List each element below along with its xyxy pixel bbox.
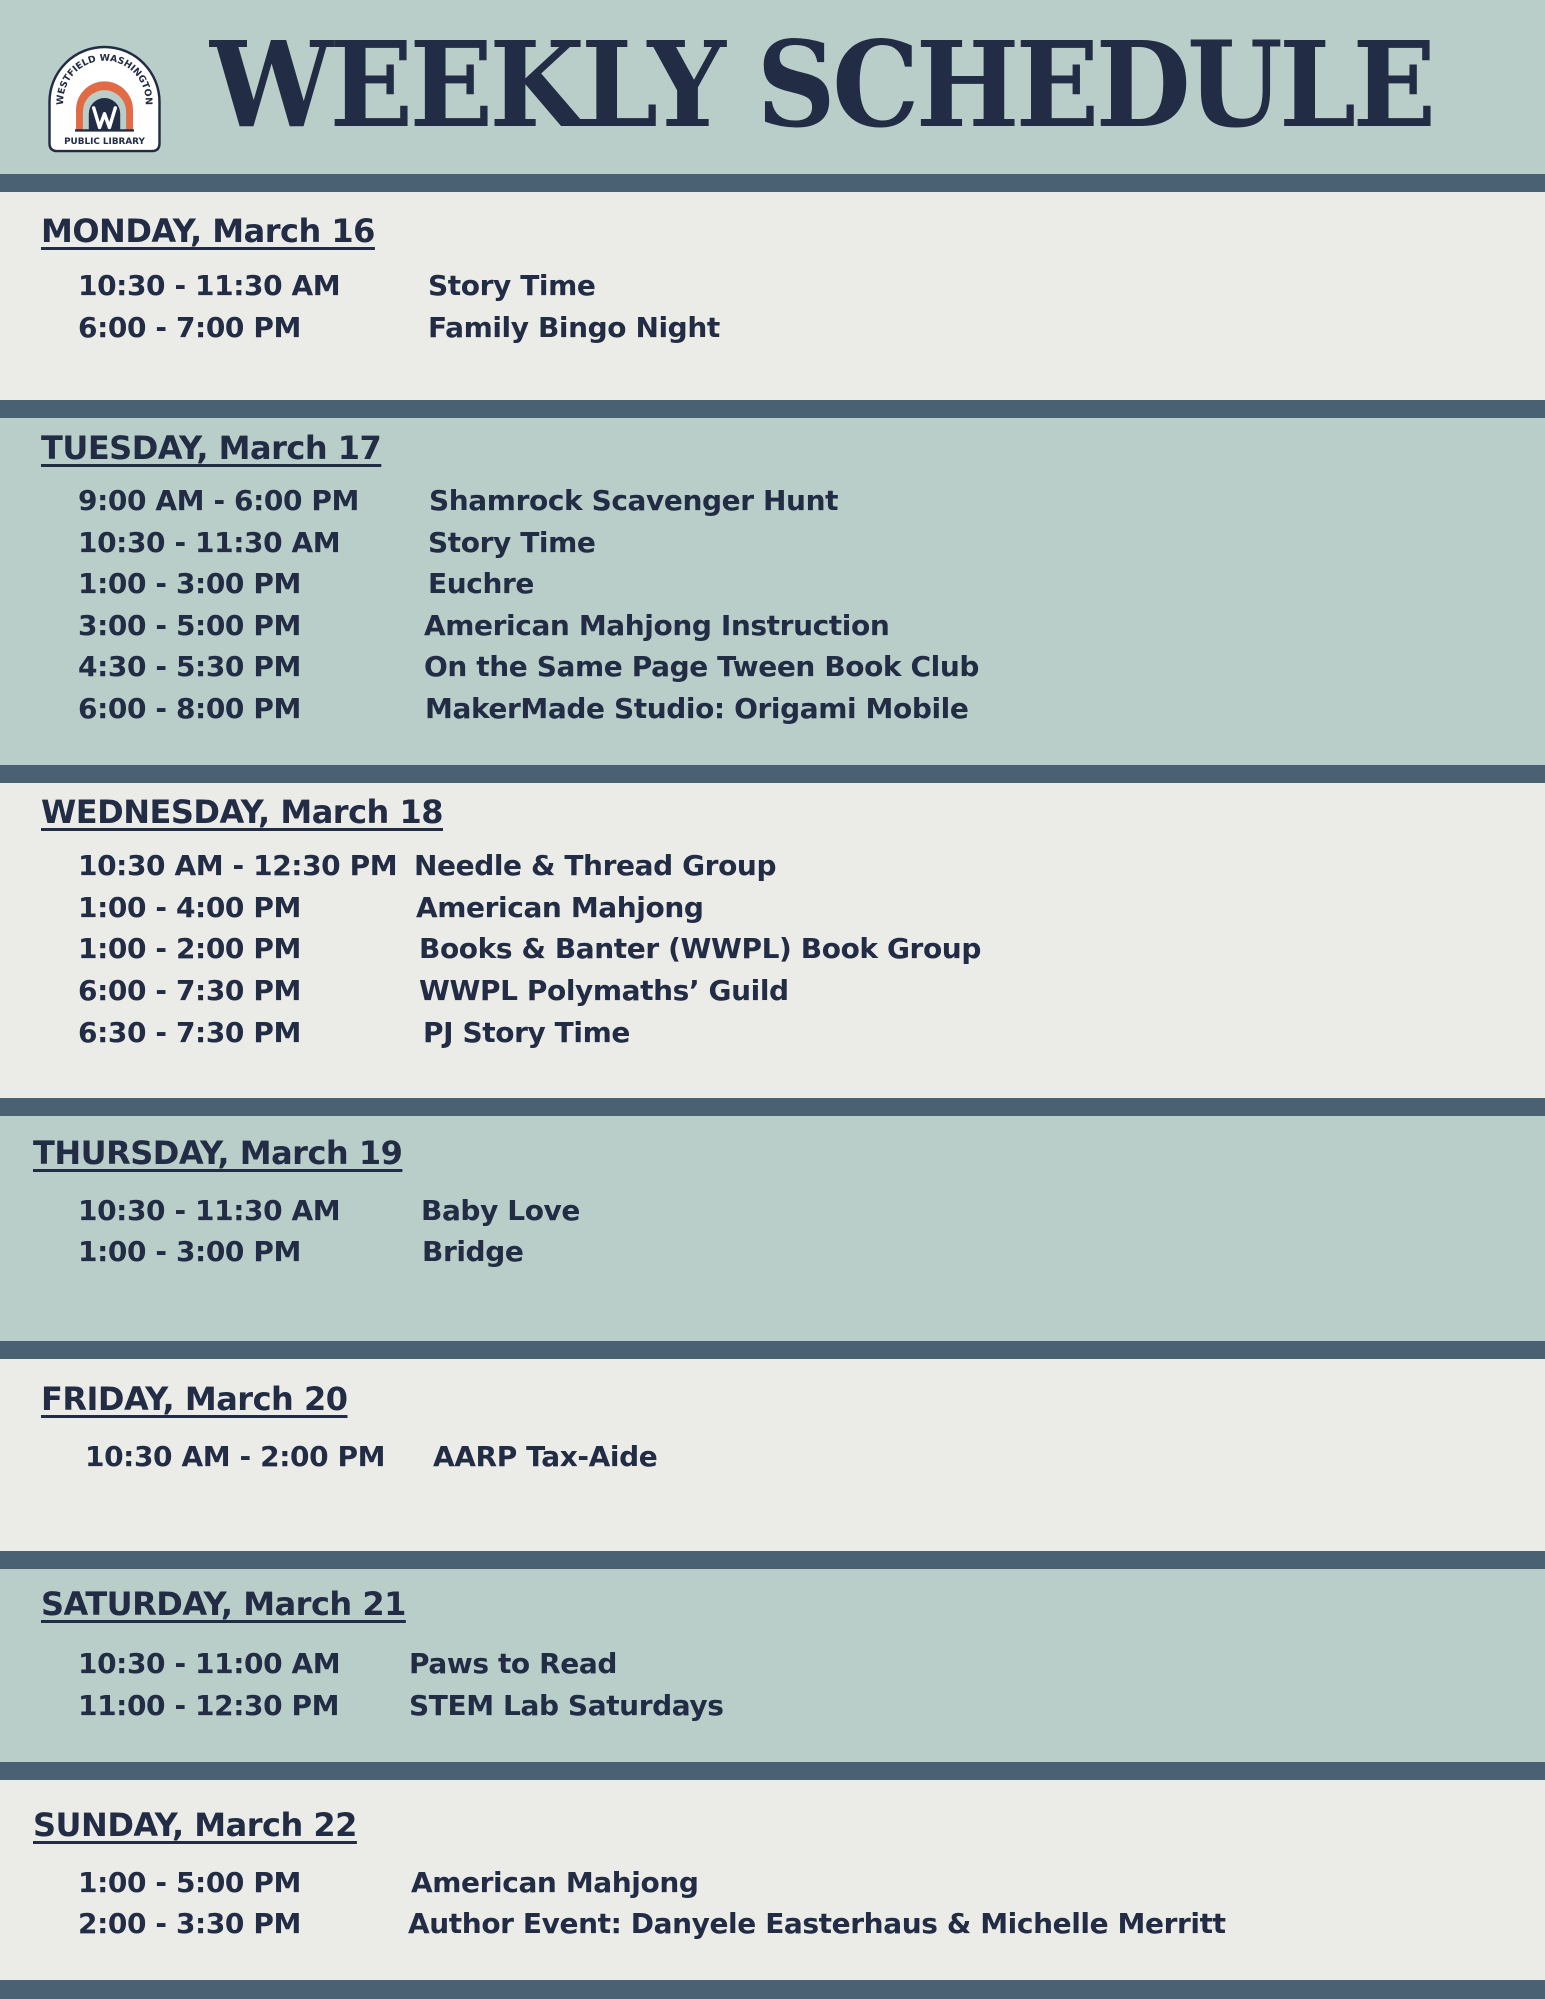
event-time: 1:00 - 3:00 PM [78,1235,301,1268]
event-row [78,266,1478,306]
event-row [78,1191,1478,1231]
day-title: SUNDAY, March 22 [33,1806,357,1844]
event-name: Author Event: Danyele Easterhaus & Michelle Merritt [408,1907,1226,1940]
event-row [78,564,1478,604]
event-time: 10:30 - 11:30 AM [78,1194,341,1227]
day-section-saturday [0,1569,1545,1762]
page-title: WEEKLY SCHEDULE [210,15,1433,154]
event-name: Paws to Read [409,1647,618,1680]
event-name: STEM Lab Saturdays [409,1689,724,1722]
event-row [78,647,1478,687]
event-name: Family Bingo Night [428,311,720,344]
day-section-wednesday [0,783,1545,1098]
event-time: 10:30 - 11:30 AM [78,526,341,559]
page-header [0,0,1545,174]
event-name: Story Time [428,269,596,302]
event-row [78,481,1478,521]
event-name: AARP Tax-Aide [433,1440,658,1473]
event-time: 1:00 - 5:00 PM [78,1866,301,1899]
section-divider [0,1098,1545,1116]
event-row [78,689,1478,729]
event-time: 9:00 AM - 6:00 PM [78,484,360,517]
event-name: Euchre [428,567,534,600]
event-name: Needle & Thread Group [414,849,777,882]
event-name: Story Time [428,526,596,559]
event-time: 1:00 - 3:00 PM [78,567,301,600]
event-time: 10:30 AM - 2:00 PM [85,1440,386,1473]
section-divider [0,400,1545,418]
section-divider [0,765,1545,783]
event-name: Shamrock Scavenger Hunt [429,484,839,517]
event-time: 10:30 - 11:00 AM [78,1647,341,1680]
section-divider [0,174,1545,192]
event-name: Bridge [422,1235,524,1268]
event-row [78,929,1478,969]
event-time: 6:00 - 7:30 PM [78,974,301,1007]
event-time: 11:00 - 12:30 PM [78,1689,340,1722]
day-section-monday [0,192,1545,400]
event-row [78,1013,1478,1053]
event-row [78,846,1478,886]
event-name: American Mahjong [411,1866,699,1899]
event-name: On the Same Page Tween Book Club [424,650,980,683]
section-divider [0,1341,1545,1359]
event-row [78,888,1478,928]
section-divider [0,1762,1545,1780]
event-row [78,1232,1478,1272]
day-title: MONDAY, March 16 [41,212,375,250]
section-divider [0,1551,1545,1569]
day-section-sunday [0,1780,1545,1980]
logo-top-text: WESTFIELD WASHINGTON [55,52,154,106]
event-time: 1:00 - 4:00 PM [78,891,301,924]
section-divider [0,1980,1545,1999]
event-name: MakerMade Studio: Origami Mobile [425,692,969,725]
event-row [78,606,1478,646]
event-name: Baby Love [421,1194,580,1227]
event-time: 6:30 - 7:30 PM [78,1016,301,1049]
event-row [78,1644,1478,1684]
event-time: 10:30 - 11:30 AM [78,269,341,302]
event-name: American Mahjong Instruction [424,609,890,642]
event-row [78,523,1478,563]
event-row [78,1686,1478,1726]
event-time: 3:00 - 5:00 PM [78,609,301,642]
event-name: PJ Story Time [423,1016,630,1049]
day-title: TUESDAY, March 17 [41,429,382,467]
event-time: 2:00 - 3:30 PM [78,1907,301,1940]
day-title: WEDNESDAY, March 18 [41,793,443,831]
day-title: FRIDAY, March 20 [41,1380,348,1418]
day-title: SATURDAY, March 21 [41,1585,406,1623]
event-row [85,1437,1485,1477]
event-time: 6:00 - 7:00 PM [78,311,301,344]
day-section-friday [0,1359,1545,1551]
event-row [78,1863,1478,1903]
event-name: WWPL Polymaths’ Guild [419,974,789,1007]
event-time: 6:00 - 8:00 PM [78,692,301,725]
library-logo [45,45,164,155]
event-row [78,971,1478,1011]
event-name: American Mahjong [416,891,704,924]
day-section-tuesday [0,418,1545,765]
event-time: 4:30 - 5:30 PM [78,650,301,683]
event-time: 10:30 AM - 12:30 PM [78,849,398,882]
event-row [78,308,1478,348]
day-section-thursday [0,1116,1545,1341]
day-title: THURSDAY, March 19 [33,1134,403,1172]
logo-bottom-text: PUBLIC LIBRARY [64,137,145,148]
event-time: 1:00 - 2:00 PM [78,932,301,965]
event-name: Books & Banter (WWPL) Book Group [419,932,981,965]
event-row [78,1904,1478,1944]
